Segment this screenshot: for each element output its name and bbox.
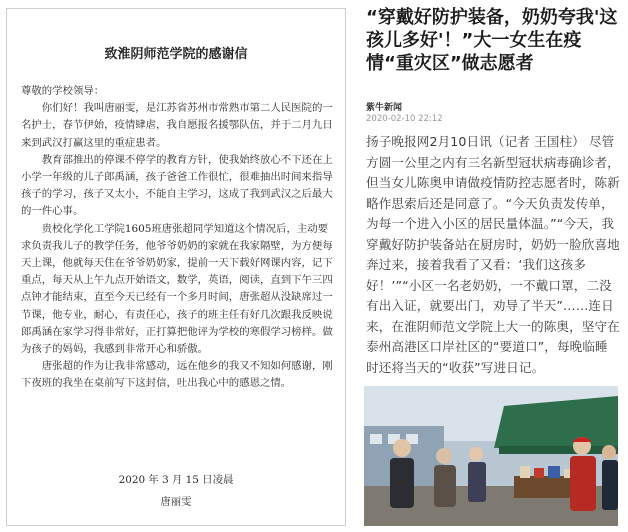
letter-title: 致淮阴师范学院的感谢信 <box>104 47 248 62</box>
article-body: 扬子晚报网2月10日讯（记者 王国柱） 尽管方圆一公里之内有三名新型冠状病毒确诊者，但当女儿陈奥申请做疫情防控志愿者时，陈新略作思索后还是同意了。“今天负责发传单，为每一个进入小区的居民量体温。”“今天，我穿戴好防护装备站在厨房时，奶奶一脸欣喜地奔过来，接着我看了又看：‘我们这孩多好！’”“小区一名老奶奶，一不戴口罩，二没有出入证，就要出门，劝导了半天”……连日来，在淮阴师范文学院上大一的陈奥，坚守在泰州高港区口岸社区的“要道口”，每晚临睡时还将当天的“收获”写进日记。 <box>366 134 620 375</box>
article-source[interactable]: 紫牛新闻 <box>366 103 403 113</box>
letter-salutation: 尊敬的学校领导： <box>21 85 105 97</box>
news-article <box>360 6 622 526</box>
letter-body <box>21 83 333 393</box>
article-timestamp: 2020-02-10 22:12 <box>366 114 443 124</box>
letter-paragraph: 贵校化学化工学院1605班唐张超同学知道这个情况后，主动要求负责我儿子的教学任务，他爷爷奶奶的家就在我家隔壁，为方便每天上课，他就每天住在爷爷奶奶家，提前一天下载好网课内容，记下重点，每天从上午九点开始语文，数学，英语，阅读，直到下午三四点钟才能结束，直至今天已经有一个多月时间，唐张超从没缺席过一节课，他专业，耐心，有责任心，孩子的班主任有好几次跟我反映说郎禹涵在家学习得非常好，正打算把他评为学校的寒假学习榜样。做为孩子的妈妈，我感到非常开心和骄傲。 <box>21 222 333 356</box>
letter-paragraph: 你们好！我叫唐丽雯，是江苏省苏州市常熟市第二人民医院的一名护士，春节伊始，疫情肆虐，我自愿报名援鄂队伍，并于二月九日来到武汉打赢这里的重症患者。 <box>21 102 333 149</box>
letter-paragraph: 教育部推出的停课不停学的教育方针，使我始终放心不下还在上小学一年级的儿子郎禹涵，孩子爸爸工作很忙，很难抽出时间来指导孩子的学习，孩子又太小，不能自主学习，这成了我到武汉之后最大的一件心事。 <box>21 153 333 218</box>
volunteer-photo <box>364 386 618 526</box>
letter-date: 2020 年 3 月 15 日凌晨 <box>118 474 234 486</box>
thank-you-letter <box>6 8 346 526</box>
letter-paragraph: 唐张超的作为让我非常感动，远在他乡的我又不知如何感谢，刚下夜班的我坐在桌前写下这封信，吐出我心中的感恩之情。 <box>21 360 333 390</box>
letter-signature: 唐丽雯 <box>160 496 192 508</box>
article-headline[interactable]: “穿戴好防护装备，奶奶夸我'这孩儿多好'！”大一女生在疫情“重灾区”做志愿者 <box>366 7 618 74</box>
volunteer-scene-image <box>364 386 618 526</box>
